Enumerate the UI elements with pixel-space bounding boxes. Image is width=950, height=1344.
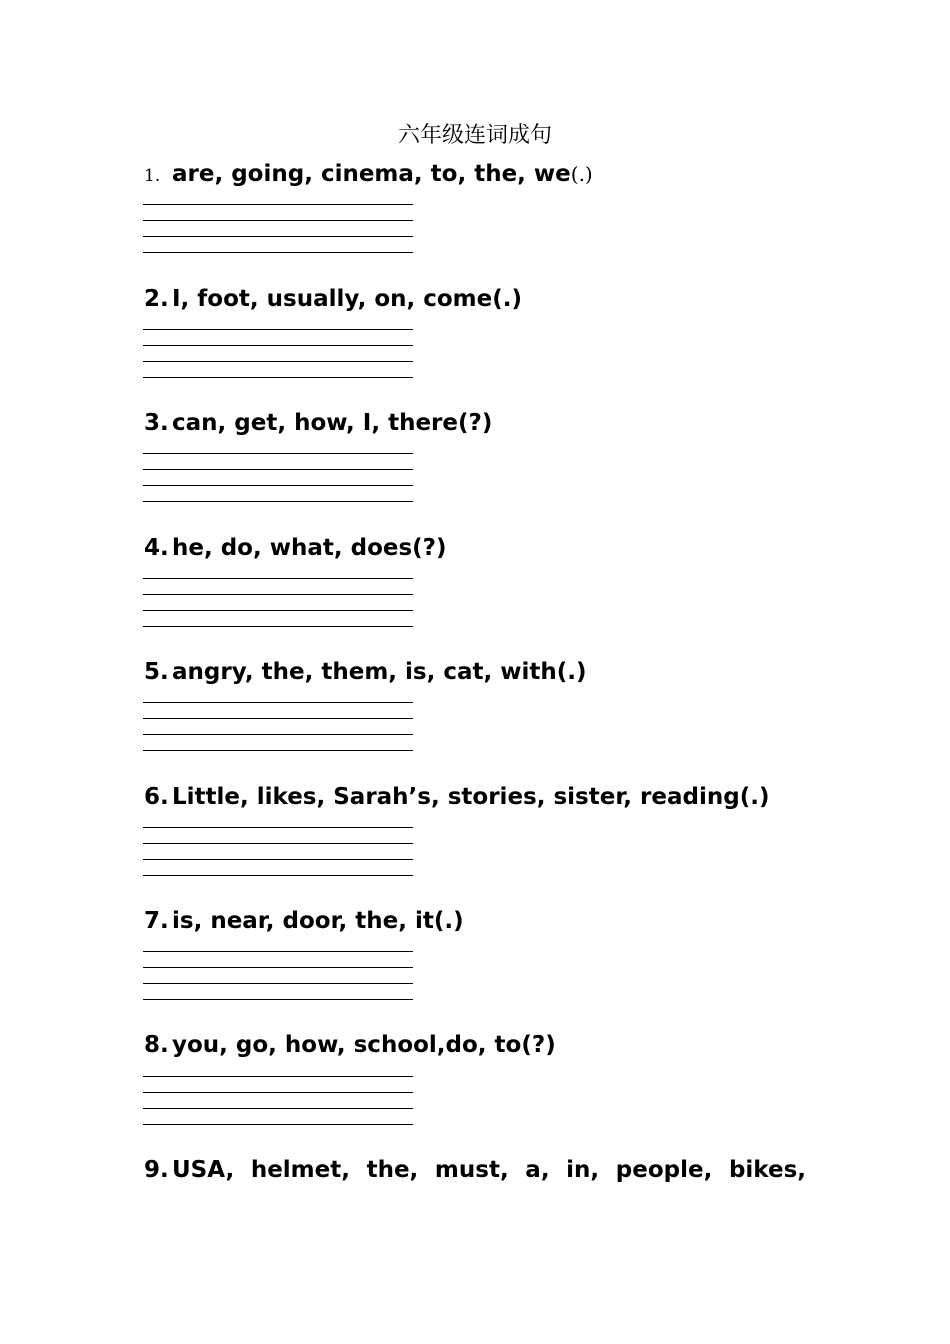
answer-line [143, 999, 413, 1000]
question-words: are, going, cinema, to, the, we [172, 161, 571, 187]
question-words: you, go, how, school,do, to(?) [172, 1032, 556, 1058]
question-3 [144, 409, 824, 437]
question-words: USA, helmet, the, must, a, in, people, bikes, [172, 1157, 806, 1183]
answer-line [143, 345, 413, 346]
question-number: 4. [144, 535, 169, 561]
answer-line [143, 252, 413, 253]
answer-line [143, 750, 413, 751]
answer-line [143, 236, 413, 237]
question-words: is, near, door, the, it(.) [172, 908, 464, 934]
question-2 [144, 285, 824, 313]
answer-line [143, 1108, 413, 1109]
question-words: he, do, what, does(?) [172, 535, 447, 561]
answer-line [143, 501, 413, 502]
answer-line [143, 951, 413, 952]
answer-line [143, 1076, 413, 1077]
question-words: Little, likes, Sarah’s, stories, sister, reading(.) [172, 784, 770, 810]
question-number: 9. [144, 1157, 169, 1183]
answer-line [143, 469, 413, 470]
answer-line [143, 204, 413, 205]
answer-line [143, 485, 413, 486]
question-9 [144, 1156, 824, 1184]
answer-line [143, 875, 413, 876]
answer-line [143, 329, 413, 330]
answer-line [143, 626, 413, 627]
answer-line [143, 361, 413, 362]
question-number: 8. [144, 1032, 169, 1058]
question-4 [144, 534, 824, 562]
question-words: angry, the, them, is, cat, with(.) [172, 659, 587, 685]
answer-line [143, 377, 413, 378]
answer-line [143, 220, 413, 221]
answer-line [143, 1124, 413, 1125]
answer-line [143, 718, 413, 719]
answer-line [143, 610, 413, 611]
answer-line [143, 594, 413, 595]
answer-line [143, 983, 413, 984]
question-number: 1. [144, 166, 161, 186]
answer-line [143, 702, 413, 703]
answer-line [143, 1092, 413, 1093]
answer-line [143, 734, 413, 735]
question-8 [144, 1031, 824, 1059]
question-words: can, get, how, I, there(?) [172, 410, 493, 436]
question-5 [144, 658, 824, 686]
question-7 [144, 907, 824, 935]
question-1 [144, 160, 824, 190]
question-number: 7. [144, 908, 169, 934]
page-title: 六年级连词成句 [397, 123, 552, 148]
answer-line [143, 843, 413, 844]
answer-line [143, 967, 413, 968]
question-words: I, foot, usually, on, come(.) [172, 286, 523, 312]
question-6 [144, 783, 824, 811]
answer-line [143, 827, 413, 828]
answer-line [143, 859, 413, 860]
question-number: 2. [144, 286, 169, 312]
question-number: 3. [144, 410, 169, 436]
question-number: 5. [144, 659, 169, 685]
question-punctuation: (.) [570, 162, 593, 186]
question-number: 6. [144, 784, 169, 810]
answer-line [143, 453, 413, 454]
answer-line [143, 578, 413, 579]
